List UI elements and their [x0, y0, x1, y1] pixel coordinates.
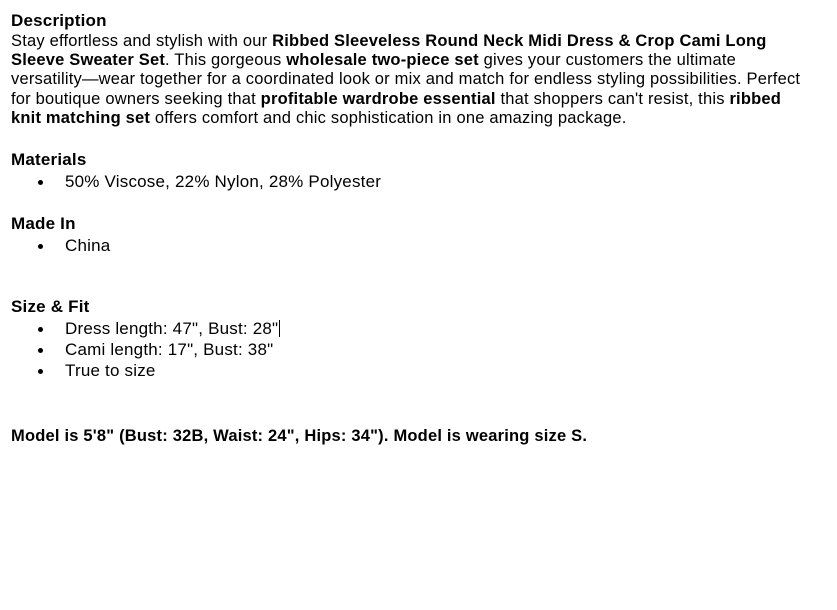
description-part: gives your customers the ultimate versatility—wear together for a coordinated look or mix and match for endless styling possibilities. Perfect for boutique owners seeking that [11, 51, 801, 108]
size-fit-list [11, 318, 826, 381]
list-item: 50% Viscose, 22% Nylon, 28% Polyester [11, 171, 826, 192]
list-item: Cami length: 17", Bust: 38" [11, 339, 826, 360]
made-in-list [11, 235, 826, 256]
description-part: . This gorgeous [165, 51, 287, 70]
list-item [11, 318, 826, 339]
materials-title: Materials [11, 150, 87, 170]
description-part-bold: Ribbed Sleeveless Round Neck Midi Dress & Crop Cami Long Sleeve Sweater Set [11, 32, 767, 70]
description-part-bold: profitable wardrobe essential [260, 89, 496, 108]
description-part-bold: ribbed knit matching set [11, 89, 782, 127]
list-item-text: Dress length: 47", Bust: 28" [65, 319, 279, 339]
text-cursor [279, 320, 280, 337]
description-part: offers comfort and chic sophistication in one amazing package. [150, 108, 627, 127]
description-title: Description [11, 11, 107, 30]
made-in-title: Made In [11, 214, 76, 234]
list-item: China [11, 235, 826, 256]
materials-list [11, 171, 826, 192]
description-part: that shoppers can't resist, this [495, 89, 730, 108]
description-part-bold: wholesale two-piece set [286, 51, 479, 70]
description-text [11, 32, 811, 128]
description-part: Stay effortless and stylish with our [11, 32, 273, 50]
model-note: Model is 5'8" (Bust: 32B, Waist: 24", Hips: 34"). Model is wearing size S. [11, 427, 588, 446]
size-fit-title: Size & Fit [11, 297, 90, 317]
list-item: True to size [11, 360, 826, 381]
